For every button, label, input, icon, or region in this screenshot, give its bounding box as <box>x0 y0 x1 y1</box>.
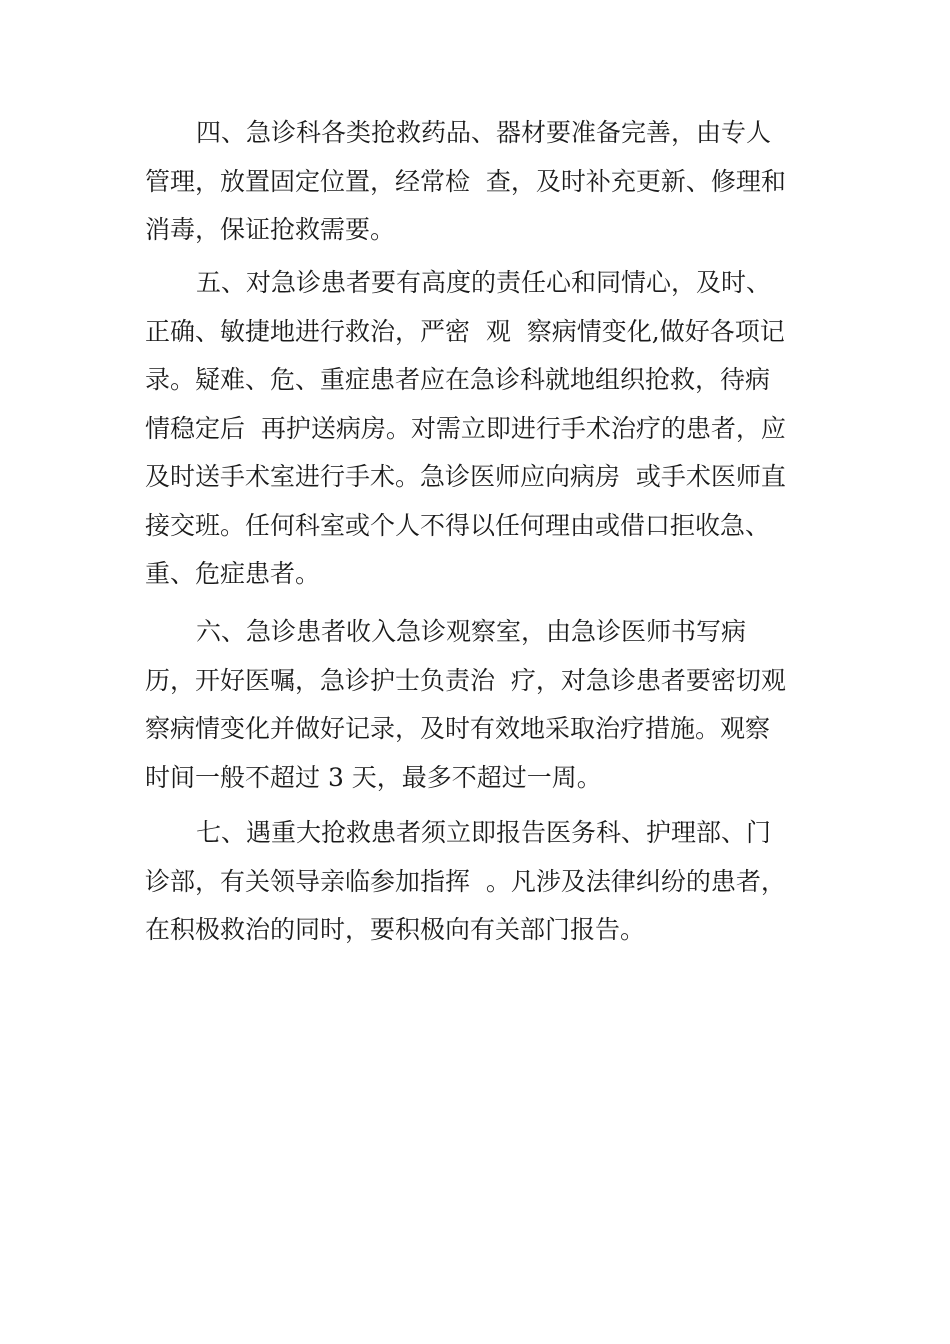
paragraph-seven <box>145 809 805 955</box>
text-line: 五、对急诊患者要有高度的责任心和同情心，及时、 <box>196 268 772 297</box>
text-line: 六、急诊患者收入急诊观察室，由急诊医师书写病 <box>196 617 747 646</box>
text-line: 察病情变化并做好记录，及时有效地采取治疗措施。观察 <box>145 714 771 743</box>
paragraph-five <box>145 259 805 599</box>
paragraph-six <box>145 608 805 802</box>
text-line: 历，开好医嘱，急诊护士负责治 疗，对急诊患者要密切观 <box>145 665 786 695</box>
paragraph-four <box>145 109 805 255</box>
text-line: 在积极救治的同时，要积极向有关部门报告。 <box>145 915 646 944</box>
text-line: 四、急诊科各类抢救药品、器材要准备完善，由专人 <box>196 118 772 147</box>
text-line: 重、危症患者。 <box>145 559 321 588</box>
text-line: 及时送手术室进行手术。急诊医师应向病房 或手术医师直 <box>145 462 786 491</box>
text-line: 消毒，保证抢救需要。 <box>145 215 396 244</box>
text-line: 时间一般不超过 3 天，最多不超过一周。 <box>145 762 602 792</box>
text-line: 七、遇重大抢救患者须立即报告医务科、护理部、门 <box>196 818 772 847</box>
text-line: 正确、敏捷地进行救治，严密 观 察病情变化,做好各项记 <box>145 316 785 346</box>
text-line: 情稳定后 再护送病房。对需立即进行手术治疗的患者，应 <box>145 413 786 443</box>
text-line: 管理，放置固定位置，经常检 查，及时补充更新、修理和 <box>145 166 786 196</box>
text-line: 录。疑难、危、重症患者应在急诊科就地组织抢救，待病 <box>145 365 771 394</box>
text-line: 诊部，有关领导亲临参加指挥 。凡涉及法律纠纷的患者， <box>145 866 786 896</box>
text-line: 接交班。任何科室或个人不得以任何理由或借口拒收急、 <box>145 510 771 540</box>
